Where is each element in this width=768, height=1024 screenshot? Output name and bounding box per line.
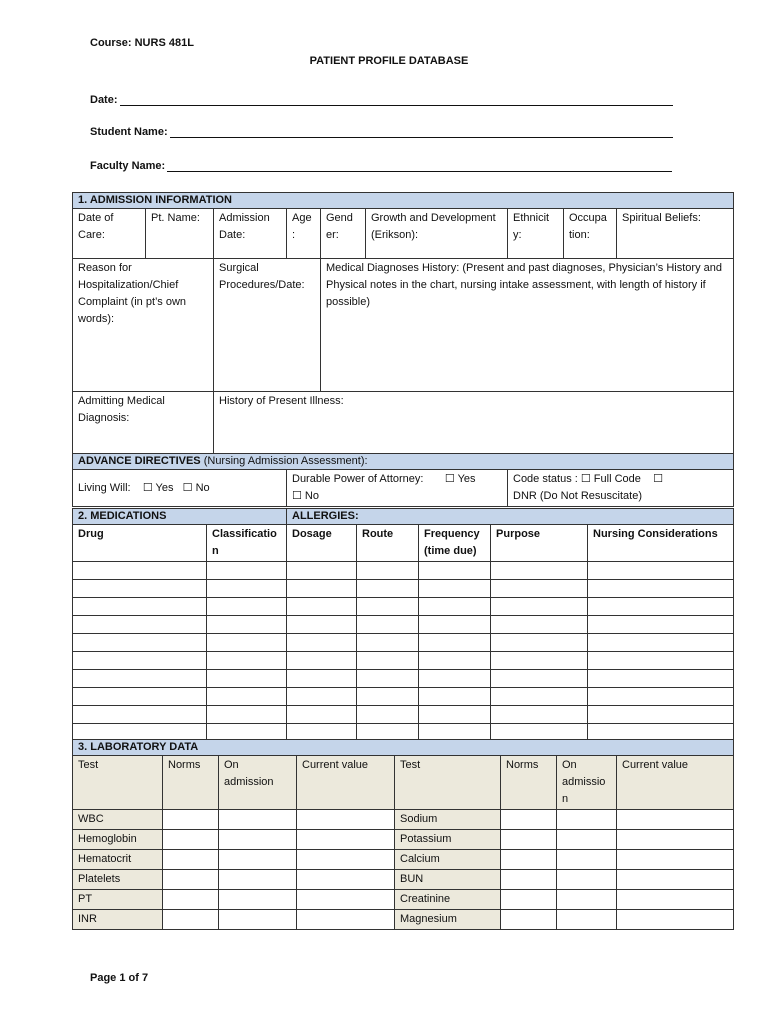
dpoa-no-checkbox[interactable]: ☐ No — [292, 490, 319, 502]
lab-row — [73, 850, 734, 870]
lab-test-name: Calcium — [395, 850, 501, 870]
lab-value-cell[interactable] — [163, 890, 219, 910]
medication-cell[interactable] — [419, 634, 491, 652]
lab-col-norms: Norms — [163, 756, 219, 810]
admission-date-cell[interactable]: Admission Date: — [214, 209, 287, 259]
lab-value-cell[interactable] — [163, 870, 219, 890]
medication-cell[interactable] — [287, 670, 357, 688]
medication-cell[interactable] — [287, 562, 357, 580]
lab-test-name: Sodium — [395, 810, 501, 830]
lab-test-name: Magnesium — [395, 910, 501, 930]
lab-value-cell[interactable] — [557, 890, 617, 910]
lab-col-on-admission: On admission — [219, 756, 297, 810]
lab-test-name: WBC — [73, 810, 163, 830]
faculty-name-field[interactable] — [90, 160, 672, 172]
course-label: Course: NURS 481L — [90, 37, 194, 49]
medication-cell[interactable] — [419, 652, 491, 670]
medication-cell[interactable] — [287, 706, 357, 724]
student-name-label: Student Name: — [90, 126, 168, 138]
medication-cell[interactable] — [357, 706, 419, 724]
page-number: Page 1 of 7 — [90, 972, 149, 984]
lab-value-cell[interactable] — [617, 870, 734, 890]
medication-cell[interactable] — [207, 688, 287, 706]
medication-row — [73, 616, 734, 634]
medication-cell[interactable] — [73, 580, 207, 598]
lab-value-cell[interactable] — [557, 870, 617, 890]
lab-row — [73, 890, 734, 910]
lab-col-norms-2: Norms — [501, 756, 557, 810]
medication-cell[interactable] — [287, 688, 357, 706]
medication-cell[interactable] — [491, 580, 588, 598]
living-will-label: Living Will: — [78, 481, 131, 494]
medication-cell[interactable] — [357, 670, 419, 688]
medication-cell[interactable] — [419, 706, 491, 724]
pt-name-cell[interactable]: Pt. Name: — [146, 209, 214, 259]
medication-cell[interactable] — [357, 652, 419, 670]
lab-col-current-value: Current value — [297, 756, 395, 810]
lab-value-cell[interactable] — [557, 830, 617, 850]
lab-value-cell[interactable] — [557, 810, 617, 830]
medication-cell[interactable] — [207, 634, 287, 652]
medical-diagnoses-history-cell[interactable]: Medical Diagnoses History: (Present and past diagnoses, Physician’s History and Physical notes in the chart, nursing intake assessment, with length of history if possible) — [321, 259, 734, 392]
medication-cell[interactable] — [419, 616, 491, 634]
medication-row — [73, 598, 734, 616]
medication-cell[interactable] — [357, 598, 419, 616]
medication-cell[interactable] — [419, 598, 491, 616]
living-will-yes-checkbox[interactable]: ☐ Yes — [142, 481, 174, 494]
lab-value-cell[interactable] — [297, 870, 395, 890]
surgical-procedures-cell[interactable]: Surgical Procedures/Date: — [214, 259, 321, 392]
lab-test-name: INR — [73, 910, 163, 930]
dnr-label: DNR (Do Not Resuscitate) — [513, 490, 642, 502]
lab-value-cell[interactable] — [617, 890, 734, 910]
medication-row — [73, 670, 734, 688]
medication-cell[interactable] — [73, 688, 207, 706]
admitting-diagnosis-cell[interactable]: Admitting Medical Diagnosis: — [73, 392, 214, 454]
lab-value-cell[interactable] — [501, 910, 557, 930]
medications-table — [72, 508, 734, 742]
medication-cell[interactable] — [357, 688, 419, 706]
lab-test-name: Platelets — [73, 870, 163, 890]
medication-cell[interactable] — [287, 580, 357, 598]
laboratory-section-header: 3. LABORATORY DATA — [73, 740, 734, 756]
lab-value-cell[interactable] — [297, 910, 395, 930]
medication-cell[interactable] — [73, 562, 207, 580]
medication-cell[interactable] — [207, 616, 287, 634]
lab-value-cell[interactable] — [297, 890, 395, 910]
lab-value-cell[interactable] — [617, 910, 734, 930]
lab-test-name: BUN — [395, 870, 501, 890]
medication-cell[interactable] — [588, 616, 734, 634]
student-name-line[interactable] — [170, 127, 673, 138]
advance-directives-title: ADVANCE DIRECTIVES — [78, 455, 201, 467]
medication-cell[interactable] — [73, 670, 207, 688]
medication-cell[interactable] — [207, 706, 287, 724]
medication-cell[interactable] — [588, 652, 734, 670]
lab-value-cell[interactable] — [297, 810, 395, 830]
lab-row — [73, 830, 734, 850]
occupation-cell[interactable]: Occupa tion: — [564, 209, 617, 259]
med-col-drug: Drug — [73, 525, 207, 562]
lab-value-cell[interactable] — [219, 850, 297, 870]
lab-value-cell[interactable] — [219, 910, 297, 930]
lab-test-name: Hemoglobin — [73, 830, 163, 850]
age-cell[interactable]: Age : — [287, 209, 321, 259]
laboratory-table — [72, 739, 734, 930]
living-will-cell — [73, 470, 287, 507]
medication-cell[interactable] — [357, 616, 419, 634]
admission-table — [72, 192, 734, 507]
medication-cell[interactable] — [491, 616, 588, 634]
lab-value-cell[interactable] — [501, 890, 557, 910]
dpoa-label: Durable Power of Attorney: — [292, 473, 424, 485]
lab-row — [73, 910, 734, 930]
medications-section-header: 2. MEDICATIONS — [73, 509, 287, 525]
lab-value-cell[interactable] — [557, 850, 617, 870]
medication-cell[interactable] — [588, 634, 734, 652]
date-of-care-cell[interactable]: Date of Care: — [73, 209, 146, 259]
medication-cell[interactable] — [287, 634, 357, 652]
medication-cell[interactable] — [73, 634, 207, 652]
faculty-name-label: Faculty Name: — [90, 160, 166, 172]
dpoa-cell — [287, 470, 508, 507]
form-title: PATIENT PROFILE DATABASE — [309, 55, 469, 67]
medication-cell[interactable] — [419, 580, 491, 598]
lab-value-cell[interactable] — [297, 850, 395, 870]
lab-test-name: Potassium — [395, 830, 501, 850]
medication-cell[interactable] — [73, 598, 207, 616]
lab-value-cell[interactable] — [163, 850, 219, 870]
medication-row — [73, 634, 734, 652]
lab-col-test: Test — [73, 756, 163, 810]
lab-value-cell[interactable] — [617, 830, 734, 850]
medication-cell[interactable] — [419, 688, 491, 706]
history-present-illness-cell[interactable]: History of Present Illness: — [214, 392, 734, 454]
medication-cell[interactable] — [491, 652, 588, 670]
faculty-name-line[interactable] — [167, 161, 672, 172]
lab-value-cell[interactable] — [297, 830, 395, 850]
living-will-no-checkbox[interactable]: ☐ No — [182, 481, 210, 494]
medication-cell[interactable] — [588, 580, 734, 598]
lab-test-name: PT — [73, 890, 163, 910]
medication-cell[interactable] — [491, 706, 588, 724]
medication-cell[interactable] — [491, 562, 588, 580]
medication-cell[interactable] — [588, 706, 734, 724]
admission-section-header: 1. ADMISSION INFORMATION — [73, 193, 734, 209]
lab-col-current-value-2: Current value — [617, 756, 734, 810]
medication-cell[interactable] — [588, 598, 734, 616]
lab-value-cell[interactable] — [219, 890, 297, 910]
date-label: Date: — [90, 94, 118, 106]
med-col-frequency: Frequency (time due) — [419, 525, 491, 562]
med-col-purpose: Purpose — [491, 525, 588, 562]
medication-cell[interactable] — [491, 688, 588, 706]
lab-value-cell[interactable] — [219, 870, 297, 890]
medication-row — [73, 688, 734, 706]
medication-cell[interactable] — [207, 670, 287, 688]
medication-cell[interactable] — [588, 562, 734, 580]
gender-cell[interactable]: Gend er: — [321, 209, 366, 259]
ethnicity-cell[interactable]: Ethnicit y: — [508, 209, 564, 259]
medication-cell[interactable] — [207, 598, 287, 616]
lab-value-cell[interactable] — [617, 850, 734, 870]
lab-value-cell[interactable] — [501, 870, 557, 890]
medication-row — [73, 652, 734, 670]
medication-cell[interactable] — [419, 562, 491, 580]
medication-cell[interactable] — [357, 580, 419, 598]
advance-directives-header — [73, 454, 734, 470]
reason-for-hospitalization-cell[interactable]: Reason for Hospitalization/Chief Complaint (in pt’s own words): — [73, 259, 214, 392]
medication-cell[interactable] — [207, 562, 287, 580]
full-code-checkbox[interactable]: Code status : ☐ Full Code — [513, 473, 641, 485]
medication-cell[interactable] — [287, 598, 357, 616]
growth-development-cell[interactable]: Growth and Development (Erikson): — [366, 209, 508, 259]
medication-cell[interactable] — [419, 670, 491, 688]
medication-cell[interactable] — [287, 652, 357, 670]
allergies-label[interactable]: ALLERGIES: — [287, 509, 734, 525]
lab-test-name: Hematocrit — [73, 850, 163, 870]
lab-value-cell[interactable] — [617, 810, 734, 830]
medication-row — [73, 562, 734, 580]
lab-value-cell[interactable] — [501, 830, 557, 850]
med-col-nursing-considerations: Nursing Considerations — [588, 525, 734, 562]
lab-row — [73, 810, 734, 830]
lab-col-on-admission-2: On admission — [557, 756, 617, 810]
medication-row — [73, 706, 734, 724]
lab-value-cell[interactable] — [163, 910, 219, 930]
med-col-classification: Classification — [207, 525, 287, 562]
medication-cell[interactable] — [491, 598, 588, 616]
medication-row — [73, 580, 734, 598]
date-line[interactable] — [120, 95, 673, 106]
medication-cell[interactable] — [73, 616, 207, 634]
medication-cell[interactable] — [207, 580, 287, 598]
code-status-cell — [508, 470, 734, 507]
medication-cell[interactable] — [588, 688, 734, 706]
medication-cell[interactable] — [491, 634, 588, 652]
student-name-field[interactable] — [90, 126, 673, 138]
lab-value-cell[interactable] — [219, 810, 297, 830]
advance-directives-subtitle: (Nursing Admission Assessment): — [200, 455, 368, 467]
med-col-dosage: Dosage — [287, 525, 357, 562]
lab-row — [73, 870, 734, 890]
lab-value-cell[interactable] — [219, 830, 297, 850]
lab-value-cell[interactable] — [501, 810, 557, 830]
medication-cell[interactable] — [588, 670, 734, 688]
medication-cell[interactable] — [357, 562, 419, 580]
medication-cell[interactable] — [73, 706, 207, 724]
medication-cell[interactable] — [207, 652, 287, 670]
lab-value-cell[interactable] — [163, 830, 219, 850]
lab-value-cell[interactable] — [557, 910, 617, 930]
medication-cell[interactable] — [357, 634, 419, 652]
lab-value-cell[interactable] — [163, 810, 219, 830]
dnr-checkbox-box[interactable]: ☐ — [653, 473, 663, 485]
lab-test-name: Creatinine — [395, 890, 501, 910]
medication-cell[interactable] — [287, 616, 357, 634]
spiritual-beliefs-cell[interactable]: Spiritual Beliefs: — [617, 209, 734, 259]
lab-col-test-2: Test — [395, 756, 501, 810]
date-field[interactable] — [90, 94, 673, 106]
dpoa-yes-checkbox[interactable]: ☐ Yes — [444, 473, 476, 485]
medication-cell[interactable] — [73, 652, 207, 670]
medication-cell[interactable] — [491, 670, 588, 688]
med-col-route: Route — [357, 525, 419, 562]
lab-value-cell[interactable] — [501, 850, 557, 870]
